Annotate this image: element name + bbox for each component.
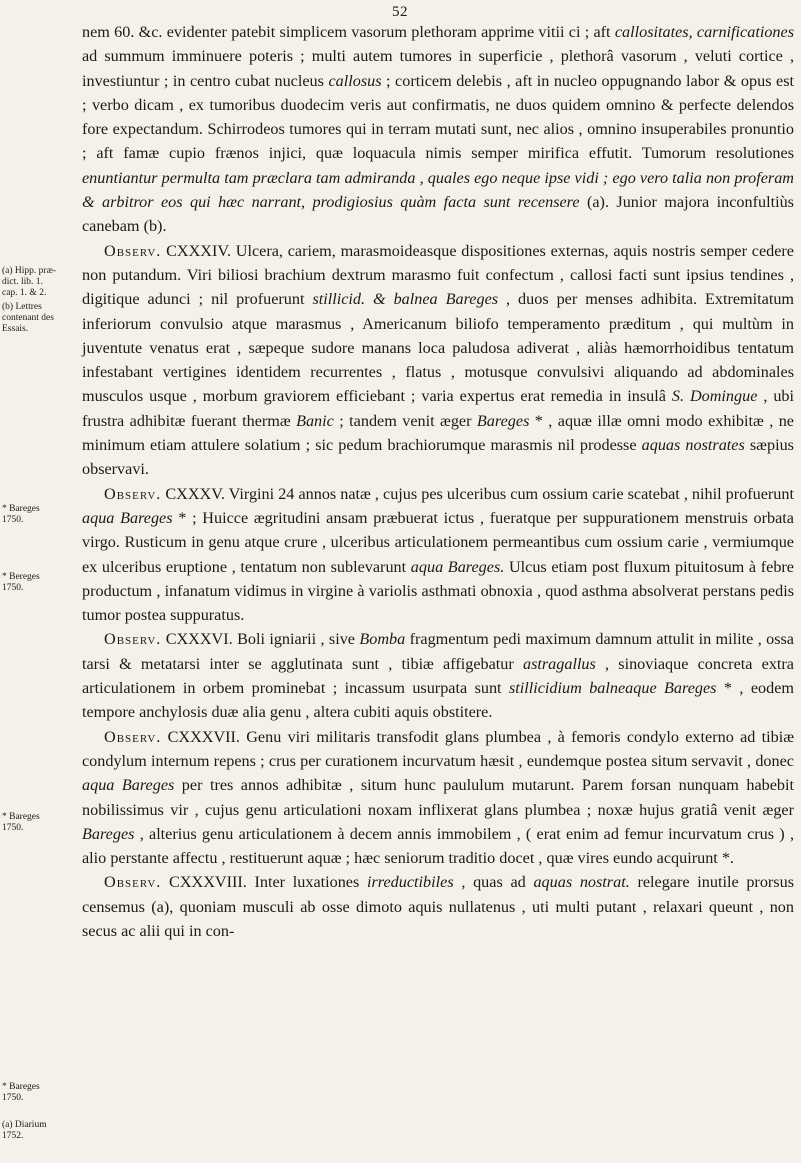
text-segment: Bomba	[359, 630, 406, 649]
text-segment: ,	[688, 23, 697, 41]
margin-notes	[0, 0, 64, 1163]
text-segment: aqua Bareges	[82, 776, 175, 795]
text-segment: per tres annos adhibitæ , situm hunc paululum mutarunt. Parem forsan nunquam habebit nobilissimus vir , cujus genu articulationi noxam inflixerat glans plumbea ; noxæ hujus gratiâ venit æger	[82, 776, 794, 819]
text-segment: ; tandem venit æger	[333, 411, 477, 430]
text-segment: aquas nostrates	[641, 436, 745, 455]
margin-note-line: (b) Lettres	[2, 302, 42, 312]
text-segment: relegare inutile prorsus censemus (a), quoniam musculi ab osse dimoto aquis nullatenus , uti multi putant , relaxari queunt , non secus ac alii qui in con-	[82, 873, 794, 940]
text-segment: , quas ad	[453, 873, 534, 892]
text-segment: Ulcus etiam post fluxum pituitosum à febre productum , infanatum vidimus in virgine à variolis asthmati obnoxia , quod asthma absolverat perstans pedis tumor postea suppuratus.	[82, 557, 794, 625]
text-segment: * , aquæ illæ omni modo exhibitæ , ne minimum etiam attulere solatium ; sic pedum brachiorumque marasmis nil prodesse	[82, 411, 794, 455]
margin-note-line: 1750.	[2, 1093, 24, 1103]
margin-note-line: (a) Hipp. præ-	[2, 266, 57, 276]
text-segment: CXXXVI. Boli igniarii , sive	[161, 630, 360, 649]
margin-note-line: 1750.	[2, 823, 24, 833]
text-segment: Banic	[296, 411, 334, 430]
text-segment: nem 60. &c. evidenter patebit simplicem vasorum plethoram apprime vitii ci ; aft	[82, 23, 615, 41]
observation-label: Observ.	[104, 484, 162, 503]
margin-note-line: 1750.	[2, 515, 24, 525]
text-segment: callositates	[614, 23, 689, 41]
text-segment: astragallus	[522, 654, 596, 673]
text-segment: * ; Huicce ægritudini ansam præbuerat ictus , fueratque per suppurationem menstruis orbata virgo. Rusticum in genu atque crure , ulceribus articulationem permeantibus cum ossium carie , vermiumque ex ulceribus eruptione , tentatum non sublevarunt	[82, 508, 794, 576]
text-segment: , duos per menses adhibita. Extremitatum inferiorum convulsio atque marasmus , Americanum biliofo temperamento præditum , qui multùm in juventute venatus erat , sæpeque sudore manans loca paludosa adiverat , aliàs hæmorrhoidibus tentatum infestabant vertigines identidem recurrentes , flatus , motusque convulsivi aliquando ad abdominales musculos usque , morbum graviorem efficiebant ; varia expertus erat remedia in insulâ	[82, 290, 795, 406]
margin-note-line: * Bareges	[2, 1082, 40, 1092]
observation-label: Observ.	[104, 873, 162, 892]
margin-note-line: * Bereges	[2, 572, 40, 582]
observation-label: Observ.	[104, 630, 162, 649]
margin-note	[2, 1120, 64, 1142]
text-segment: , sinoviaque concreta extra articulationem in orbem prominebat ; incassum usurpata sunt	[82, 654, 794, 698]
text-segment: stillicid. & balnea Bareges	[312, 290, 499, 309]
paragraph	[82, 627, 794, 724]
text-segment: irreductibiles	[367, 873, 454, 892]
text-segment: , alterius genu articulationem à decem annis immobilem , ( erat enim ad femur incurvatum crus ) , alio perstante affectu , restituerunt aquæ ; hæc seniorum traditio docet , quæ vires eundo acquirunt *.	[82, 824, 794, 868]
text-segment: callosus	[328, 71, 382, 90]
text-segment: aqua Bareges	[82, 508, 173, 527]
page-number: 52	[392, 4, 408, 20]
paragraph	[82, 239, 794, 482]
text-segment: * , eodem tempore anchylosis duæ alia genu , altera cubiti aquis obstitere.	[82, 679, 794, 722]
margin-note	[2, 504, 64, 526]
text-segment: carnificationes	[696, 23, 794, 41]
margin-note	[2, 1082, 64, 1104]
observation-label: Observ.	[104, 727, 162, 746]
body-text	[82, 20, 794, 943]
text-segment: enuntiantur permulta tam præclara tam admiranda , quales ego neque ipse vidi ; ego vero talia non proferam & arbitror eos qui hæc narrant, prodigiosius quàm facta sunt recensere	[82, 168, 794, 212]
paragraph	[82, 482, 794, 628]
text-segment: stillicidium balneaque Bareges	[508, 679, 717, 698]
margin-note-line: cap. 1. & 2.	[2, 288, 47, 298]
text-segment: Bareges	[476, 411, 530, 430]
text-segment: CXXXV. Virgini 24 annos natæ , cujus pes ulceribus cum ossium carie scatebat , nihil profuerunt	[161, 484, 794, 503]
margin-note	[2, 812, 64, 834]
text-segment: Bareges	[82, 824, 135, 843]
text-segment: ad summum imminuere poteris ; multi autem tumores in superficie , plethorâ vasorum , veluti cortice , investiuntur ; in centro cubat nucleus	[82, 47, 794, 90]
margin-note-line: contenant des	[2, 313, 54, 323]
text-segment: CXXXIV. Ulcera, cariem, marasmoideasque dispositiones externas, aquis nostris semper cedere non putandum. Viri biliosi brachium dextrum marasmo fuit confectum , callosi facti sunt ipsius tendines , digitique adunci ; nil profuerunt	[82, 241, 794, 309]
margin-note-line: * Bareges	[2, 812, 40, 822]
text-segment: S. Domingue	[671, 387, 758, 406]
text-segment: CXXXVIII. Inter luxationes	[161, 873, 367, 892]
text-segment: fragmentum pedi maximum damnum attulit in milite , ossa tarsi & metatarsi inter se agglutinata sunt , tibiæ affigebatur	[82, 630, 794, 673]
text-segment: (a). Junior majora inconfultiùs canebam (b).	[82, 193, 794, 236]
paragraph	[82, 20, 794, 239]
text-segment: aqua Bareges.	[410, 557, 505, 576]
text-segment: sæpius observavi.	[82, 436, 794, 479]
paragraph	[82, 725, 794, 871]
margin-note	[2, 302, 64, 335]
observation-label: Observ.	[104, 241, 162, 260]
margin-note-line: (a) Diarium	[2, 1120, 47, 1130]
text-segment: ; corticem delebis , aft in nucleo oppugnando labor & opus est ; verbo dicam , ex tumoribus duodecim veris aut confirmatis, ne duos quidem omnino & perfecte delendos fore expectandum. Schirrodeos tumores qui in terram mutati sunt, nec alios , omnino insuperabiles pronuntio ; aft famæ cupio frænos injici, quæ loquacula nimis semper mirifica effutit. Tumorum resolutiones	[82, 71, 794, 163]
margin-note-line: Essais.	[2, 324, 29, 334]
text-segment: aquas nostrat.	[533, 873, 630, 892]
margin-note-line: dict. lib. 1.	[2, 277, 43, 287]
paragraph	[82, 870, 794, 943]
text-segment: , ubi frustra adhibitæ fuerant thermæ	[82, 387, 795, 430]
margin-note-line: 1750.	[2, 583, 24, 593]
margin-note-line: 1752.	[2, 1131, 24, 1141]
text-segment: CXXXVII. Genu viri militaris transfodit glans plumbea , à femoris condylo externo ad tibiæ condylum internum repens ; crus per curationem incurvatum hæsit , eundemque postea situm servavit , donec	[82, 727, 794, 770]
margin-note	[2, 572, 64, 594]
margin-note-line: * Bareges	[2, 504, 40, 514]
margin-note	[2, 266, 64, 299]
